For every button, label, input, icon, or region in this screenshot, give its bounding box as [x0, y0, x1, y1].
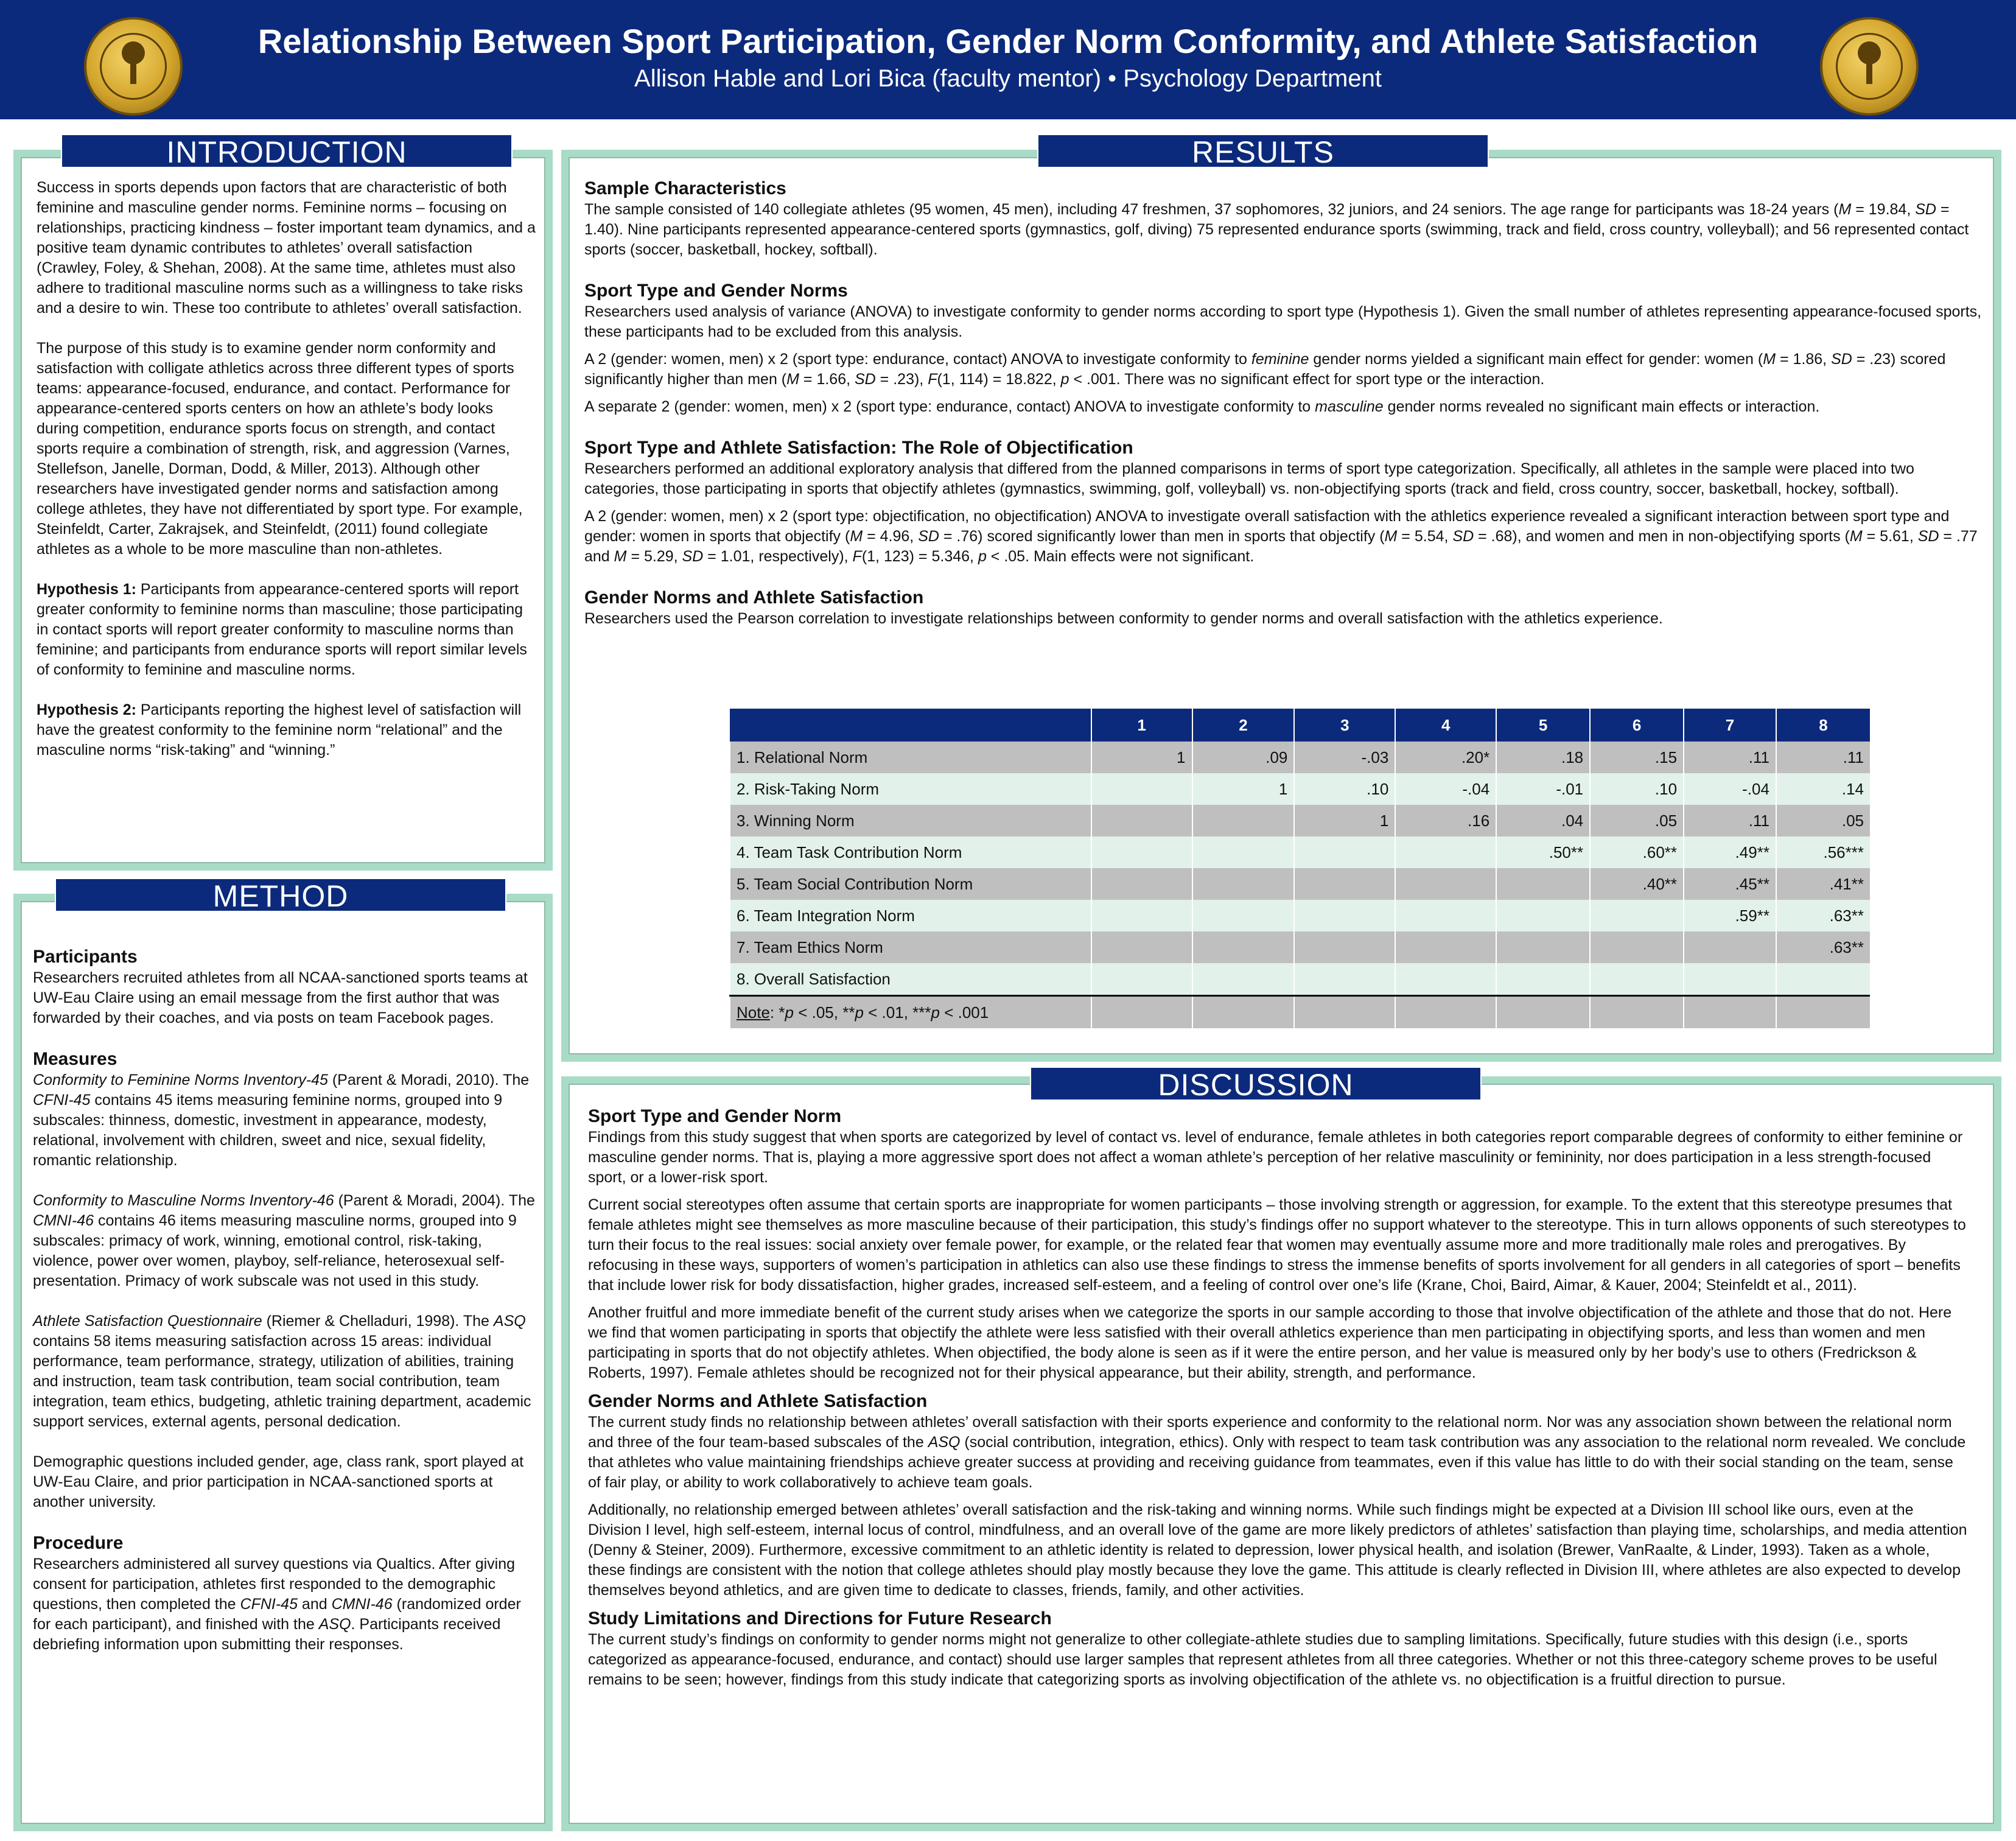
table-cell	[1192, 836, 1295, 868]
method-heading: METHOD	[55, 878, 506, 912]
results-heading: RESULTS	[1037, 134, 1489, 168]
participants-heading: Participants	[33, 947, 138, 967]
table-cell	[1496, 868, 1590, 900]
table-cell	[1590, 900, 1684, 931]
poster-header	[0, 0, 2016, 119]
row-label: 8. Overall Satisfaction	[730, 963, 1091, 996]
ob-i: = 1.01, respectively),	[703, 548, 853, 565]
ob-k: < .05. Main effects were not significant.	[986, 548, 1255, 565]
hypothesis-2	[37, 700, 536, 760]
ob-a: A 2 (gender: women, men) x 2 (sport type: objectification, no objectification) ANOVA to investigate overall satisfaction with the athletics experience revealed a significant interaction between sport type and gender: women in sports that objectify (	[584, 508, 1950, 545]
table-header-row	[730, 709, 1870, 742]
table-cell: .59**	[1684, 900, 1776, 931]
cfni-text-a: (Parent & Moradi, 2010). The	[327, 1071, 530, 1089]
column-header: 4	[1395, 709, 1496, 742]
table-cell: .14	[1776, 773, 1870, 805]
procedure-heading: Procedure	[33, 1533, 124, 1553]
st2-a: A 2 (gender: women, men) x 2 (sport type: endurance, contact) ANOVA to investigate conformity to	[584, 351, 1251, 368]
note-star-3: ***	[912, 1003, 931, 1022]
asq-name: Athlete Satisfaction Questionnaire	[33, 1313, 262, 1330]
table-cell: .18	[1496, 742, 1590, 773]
cmni-text-a: (Parent & Moradi, 2004). The	[334, 1192, 535, 1209]
table-cell: .10	[1590, 773, 1684, 805]
sport-type-paragraph-3	[584, 397, 1984, 417]
ob-m4: M	[614, 548, 627, 565]
table-cell: .40**	[1590, 868, 1684, 900]
procedure-paragraph	[33, 1554, 538, 1655]
note-p-2: p	[855, 1003, 864, 1022]
cmni-paragraph	[33, 1191, 538, 1291]
table-row	[730, 742, 1870, 773]
table-cell	[1776, 963, 1870, 996]
header-blank	[730, 709, 1091, 742]
st3-a: A separate 2 (gender: women, men) x 2 (sport type: endurance, contact) ANOVA to investigate conformity to	[584, 398, 1315, 415]
st2-sd1: SD	[1831, 351, 1852, 368]
ob-sd1: SD	[918, 528, 939, 545]
ob-b: = 4.96,	[863, 528, 919, 545]
sport-type-heading: Sport Type and Gender Norms	[584, 281, 848, 301]
table-cell	[1192, 805, 1295, 836]
table-cell	[1294, 836, 1395, 868]
discussion-s1-paragraph-2: Current social stereotypes often assume that certain sports are inappropriate for women participants – those involving strength or aggression, for example. To the extent that this stereotype presumes that female athletes might see themselves as more masculine because of their participation, this study’s findings offer no support whatever to the stereotype. This in turn allows opponents of such stereotypes to turn their focus to the real issues: social anxiety over female power, for example, or the related fear that women may eventually assume more and more traditionally male roles and prerogatives. By refocusing in these ways, supporters of women’s participation in athletics can also use these findings to stress the immense benefits of sports involvement for all genders in all categories of sport – benefits that include lower risk for body dissatisfaction, higher grades, increased self-esteem, and a feeling of control over one’s life (Krane, Choi, Baird, Aimar, & Kauer, 2004; Steinfeldt et al., 2011).	[588, 1196, 1966, 1294]
sample-text-b: = 19.84,	[1851, 201, 1916, 218]
table-cell: .11	[1684, 742, 1776, 773]
st2-m1: M	[1763, 351, 1776, 368]
norms-satisfaction-heading: Gender Norms and Athlete Satisfaction	[584, 587, 924, 608]
hypothesis-2-label: Hypothesis 2:	[37, 701, 136, 718]
tree-icon	[1858, 41, 1881, 65]
discussion-heading: DISCUSSION	[1030, 1067, 1482, 1101]
table-cell	[1091, 963, 1192, 996]
proc-text-c: . Participants received debriefing information upon submitting their responses.	[33, 1616, 501, 1653]
note-p-1: p	[785, 1003, 794, 1022]
table-row	[730, 773, 1870, 805]
table-row	[730, 805, 1870, 836]
ob-g: = .77 and	[584, 528, 1978, 565]
asq-text-b: contains 58 items measuring satisfaction across 15 areas: individual performance, team performance, strategy, utilization of abilities, training and instruction, team task contribution, team social contribution, team integration, team ethics, budgeting, athletic training department, academic support services, external agents, personal dedication.	[33, 1333, 531, 1430]
row-label: 2. Risk-Taking Norm	[730, 773, 1091, 805]
st2-c: = 1.86,	[1776, 351, 1832, 368]
column-header: 1	[1091, 709, 1192, 742]
table-cell	[1684, 931, 1776, 963]
table-cell: .11	[1684, 805, 1776, 836]
row-label: 7. Team Ethics Norm	[730, 931, 1091, 963]
sample-paragraph	[584, 200, 1984, 260]
column-header: 7	[1684, 709, 1776, 742]
cmni-text-b: contains 46 items measuring masculine norms, grouped into 9 subscales: primacy of work, winning, emotional control, risk-taking, violence, power over women, playboy, self-reliance, heterosexual self-presentation. Primacy of work subscale was not used in this study.	[33, 1212, 517, 1289]
note-filler	[1395, 996, 1496, 1029]
tree-trunk-icon	[1866, 62, 1872, 84]
proc-cfni: CFNI-45	[240, 1596, 298, 1613]
st2-sd2: SD	[855, 371, 876, 388]
note-filler	[1496, 996, 1590, 1029]
st2-g: (1, 114) = 18.822,	[937, 371, 1061, 388]
note-label: Note	[737, 1003, 770, 1022]
measures-heading: Measures	[33, 1049, 117, 1069]
discussion-s1-heading: Sport Type and Gender Norm	[588, 1106, 842, 1126]
note-text-1: < .05,	[793, 1003, 843, 1022]
ob-sd2: SD	[1452, 528, 1474, 545]
column-header: 6	[1590, 709, 1684, 742]
intro-paragraph-1: Success in sports depends upon factors that are characteristic of both feminine and masculine gender norms. Feminine norms – focusing on relationships, practicing kindness – foster important team dynamics, and a positive team dynamic contributes to athletes’ overall satisfaction (Crawley, Foley, & Shehan, 2008). At the same time, athletes must also adhere to traditional masculine norms such as a willingness to take risks and a desire to win. These too contribute to athletes’ overall satisfaction.	[37, 179, 536, 317]
table-cell	[1192, 963, 1295, 996]
table-cell	[1091, 836, 1192, 868]
cmni-name: Conformity to Masculine Norms Inventory-46	[33, 1192, 334, 1209]
correlation-table	[729, 709, 1870, 1028]
st2-f: = .23),	[875, 371, 928, 388]
column-header: 3	[1294, 709, 1395, 742]
discussion-s1-paragraph-3: Another fruitful and more immediate benefit of the current study arises when we categorize the sports in our sample according to those that involve objectification of the athlete and those that do not. Here we find that women participating in sports that objectify the athlete were less satisfied with their overall athletics experience than men participating in objectifying sports, and less than women and men participating in sports that do not objectify athletes. When objectified, the body alone is seen as if it were the entire person, and her value is measured only by her body’s use to others (Fredrickson & Roberts, 1997). Female athletes should be recognized not for their physical appearance, but their ability, strength, and performance.	[588, 1304, 1952, 1381]
st2-e: = 1.66,	[799, 371, 855, 388]
ob-sd4: SD	[682, 548, 704, 565]
table-cell: .63**	[1776, 900, 1870, 931]
cfni-text-b: contains 45 items measuring feminine norms, grouped into 9 subscales: thinness, domestic, investment in appearance, modesty, relational, involvement with children, sweet and nice, sexual fidelity, romantic relationship.	[33, 1092, 503, 1169]
row-label: 5. Team Social Contribution Norm	[730, 868, 1091, 900]
ds2-a: The current study finds no relationship between athletes’ overall satisfaction with their sports experience and conformity to the relational norm. Nor was any association shown between the relational norm and three of the four team-based subscales of the	[588, 1414, 1952, 1451]
row-label: 3. Winning Norm	[730, 805, 1091, 836]
asq-abbr: ASQ	[493, 1313, 526, 1330]
table-cell: .45**	[1684, 868, 1776, 900]
hypothesis-2-text: Participants reporting the highest level of satisfaction will have the greatest conformity to the feminine norm “relational” and the masculine norms “risk-taking” and “winning.”	[37, 701, 522, 759]
table-cell: .20*	[1395, 742, 1496, 773]
hypothesis-1-text: Participants from appearance-centered sports will report greater conformity to feminine norms than masculine; those participating in contact sports will report greater conformity to masculine norms than feminine; and participants from endurance sports will report similar levels of conformity to feminine and masculine norms.	[37, 581, 527, 678]
row-label: 6. Team Integration Norm	[730, 900, 1091, 931]
sport-type-paragraph-2	[584, 349, 1984, 390]
table-cell: .50**	[1496, 836, 1590, 868]
table-cell	[1091, 931, 1192, 963]
asq-paragraph	[33, 1311, 538, 1432]
table-cell	[1590, 931, 1684, 963]
ob-p: p	[978, 548, 987, 565]
table-cell: .16	[1395, 805, 1496, 836]
table-cell	[1684, 963, 1776, 996]
cfni-name: Conformity to Feminine Norms Inventory-45	[33, 1071, 328, 1089]
ob-fstat: F	[852, 548, 862, 565]
table-cell	[1294, 963, 1395, 996]
ds2-asq: ASQ	[928, 1434, 961, 1451]
objectification-paragraph-1: Researchers performed an additional exploratory analysis that differed from the planned comparisons in terms of sport type categorization. Specifically, all athletes in the sample were placed into two categories, those participating in sports that objectify athletes (gymnastics, swimming, golf, volleyball) vs. non-objectifying sports (track and field, cross country, soccer, basketball, hockey, softball).	[584, 460, 1914, 497]
table-cell	[1496, 931, 1590, 963]
note-filler	[1192, 996, 1295, 1029]
results-text	[584, 178, 1984, 629]
ob-j: (1, 123) = 5.346,	[861, 548, 978, 565]
table-cell	[1395, 900, 1496, 931]
discussion-s2-paragraph-1	[588, 1412, 1970, 1493]
table-body	[730, 742, 1870, 1028]
hypothesis-1-label: Hypothesis 1:	[37, 581, 136, 598]
participants-paragraph: Researchers recruited athletes from all NCAA-sanctioned sports teams at UW-Eau Claire using an email message from the first author that was forwarded by their coaches, and via posts on team Facebook pages.	[33, 969, 528, 1026]
st2-b: gender norms yielded a significant main effect for gender: women (	[1309, 351, 1763, 368]
demographics-paragraph: Demographic questions included gender, age, class rank, sport played at UW-Eau Claire, and prior participation in NCAA-sanctioned sports at another university.	[33, 1453, 524, 1510]
table-cell: .04	[1496, 805, 1590, 836]
sample-m: M	[1838, 201, 1852, 218]
introduction-heading: INTRODUCTION	[61, 134, 513, 168]
table-row	[730, 963, 1870, 996]
note-colon: :	[769, 1003, 779, 1022]
ob-e: = .68), and women and men in non-objectifying sports (	[1474, 528, 1850, 545]
table-cell: .60**	[1590, 836, 1684, 868]
table-cell	[1496, 963, 1590, 996]
note-filler	[1294, 996, 1395, 1029]
sample-heading: Sample Characteristics	[584, 178, 786, 198]
table-cell: .41**	[1776, 868, 1870, 900]
sport-type-paragraph-1: Researchers used analysis of variance (ANOVA) to investigate conformity to gender norms according to sport type (Hypothesis 1). Given the small number of athletes representing appearance-focused sports, these participants had to be excluded from this analysis.	[584, 303, 1982, 340]
table-note-row	[730, 996, 1870, 1029]
table-cell	[1192, 931, 1295, 963]
ob-m1: M	[850, 528, 863, 545]
st3-masculine: masculine	[1315, 398, 1384, 415]
ob-c: = .76) scored significantly lower than men in sports that objectify (	[939, 528, 1385, 545]
table-cell	[1294, 900, 1395, 931]
table-cell: .10	[1294, 773, 1395, 805]
cfni-paragraph	[33, 1070, 538, 1171]
table-cell: -.04	[1395, 773, 1496, 805]
table-cell	[1091, 900, 1192, 931]
table-cell: .09	[1192, 742, 1295, 773]
st2-feminine: feminine	[1251, 351, 1309, 368]
table-cell	[1395, 868, 1496, 900]
table-cell	[1294, 868, 1395, 900]
st2-m2: M	[786, 371, 799, 388]
table-cell: -.01	[1496, 773, 1590, 805]
row-label: 4. Team Task Contribution Norm	[730, 836, 1091, 868]
table-cell	[1091, 868, 1192, 900]
discussion-s2-paragraph-2: Additionally, no relationship emerged between athletes’ overall satisfaction and the risk-taking and winning norms. While such findings might be expected at a Division III school like ours, even at the Division I level, high self-esteem, internal locus of control, mindfulness, and an overall love of the game are more likely predictors of athletes’ satisfaction than playing time, scholarships, and media attention (Denny & Steiner, 2009). Furthermore, excessive commitment to an athletic identity is related to depression, lower physical health, and isolation (Brewer, VanRaalte, & Linder, 1993). Taken as a whole, these findings are consistent with the notion that college athletes should play mostly because they love the game. This attitude is clearly reflected in Division III, where athletes are also expected to develop themselves beyond athletics, and are given time to dedicate to classes, friends, family, and other activities.	[588, 1501, 1967, 1599]
proc-text-b: (randomized order for each participant), and finished with the	[33, 1596, 521, 1633]
table-cell: .49**	[1684, 836, 1776, 868]
objectification-paragraph-2	[584, 507, 1984, 567]
note-text-3: < .001	[939, 1003, 989, 1022]
proc-asq: ASQ	[318, 1616, 351, 1633]
university-seal-right	[1820, 17, 1919, 116]
column-header: 5	[1496, 709, 1590, 742]
table-cell	[1496, 900, 1590, 931]
table-cell	[1091, 805, 1192, 836]
table-cell	[1192, 900, 1295, 931]
discussion-s2-heading: Gender Norms and Athlete Satisfaction	[588, 1391, 928, 1411]
row-label: 1. Relational Norm	[730, 742, 1091, 773]
table-cell: .05	[1590, 805, 1684, 836]
discussion-s1-paragraph-1: Findings from this study suggest that when sports are categorized by level of contact vs. level of endurance, female athletes in both categories report comparable degrees of conformity to either feminine or masculine gender norms. That is, playing a more aggressive sport does not affect a woman athlete’s perception of her relative masculinity or femininity, nor does participation in a less strength-focused sport, or a lower-risk sport.	[588, 1129, 1963, 1186]
sample-text-c: = 1.40). Nine participants represented appearance-centered sports (gymnastics, golf, diving) 75 represented endurance sports (swimming, track and field, cross country, volleyball); and 56 represented contact sports (soccer, basketball, hockey, softball).	[584, 201, 1969, 258]
column-header: 8	[1776, 709, 1870, 742]
proc-cmni: CMNI-46	[331, 1596, 393, 1613]
ob-m2: M	[1384, 528, 1398, 545]
cfni-abbr: CFNI-45	[33, 1092, 91, 1109]
ob-d: = 5.54,	[1397, 528, 1453, 545]
table-cell	[1590, 963, 1684, 996]
st2-d: = .23) scored significantly higher than men (	[584, 351, 1946, 388]
norms-satisfaction-paragraph: Researchers used the Pearson correlation to investigate relationships between conformity to gender norms and overall satisfaction with the athletics experience.	[584, 610, 1663, 627]
sample-sd: SD	[1915, 201, 1936, 218]
note-star-1: *	[779, 1003, 785, 1022]
note-text-2: < .01,	[863, 1003, 913, 1022]
ob-m3: M	[1849, 528, 1863, 545]
ds2-b: (social contribution, integration, ethics). Only with respect to team task contribution was any association to the relational norm revealed. We conclude that athletes who value maintaining friendships achieve greater success at providing and receiving guidance from teammates, even if this value has little to do with their social standing on the team, sense of fair play, or ability to work collaboratively to achieve team goals.	[588, 1434, 1966, 1491]
note-star-2: **	[842, 1003, 855, 1022]
table-cell: .11	[1776, 742, 1870, 773]
introduction-text	[37, 178, 536, 760]
poster-title: Relationship Between Sport Participation, Gender Norm Conformity, and Athlete Satisfaction	[257, 22, 1759, 60]
discussion-text	[588, 1106, 1970, 1690]
table-row	[730, 931, 1870, 963]
st2-fstat: F	[928, 371, 937, 388]
table-cell	[1192, 868, 1295, 900]
table-cell	[1395, 836, 1496, 868]
note-filler	[1776, 996, 1870, 1029]
sample-text-a: The sample consisted of 140 collegiate athletes (95 women, 45 men), including 47 freshmen, 37 sophomores, 32 juniors, and 24 seniors. The age range for participants was 18-24 years (	[584, 201, 1839, 218]
note-filler	[1091, 996, 1192, 1029]
table-cell: .15	[1590, 742, 1684, 773]
table-cell: -.04	[1684, 773, 1776, 805]
note-filler	[1590, 996, 1684, 1029]
st2-p: p	[1060, 371, 1069, 388]
discussion-s3-paragraph: The current study’s findings on conformity to gender norms might not generalize to other collegiate-athlete studies due to sampling limitations. Specifically, future studies with this design (i.e., sports categorized as appearance-focused, endurance, and contact) should use larger samples that represent athletes from all three categories. Whether or not this three-category scheme proves to be useful remains to be seen; however, findings from this study indicate that categorizing sports as involving objectification of the athlete vs. no objectification is a fruitful direction to pursue.	[588, 1631, 1937, 1688]
st3-b: gender norms revealed no significant main effects or interaction.	[1383, 398, 1820, 415]
discussion-s3-heading: Study Limitations and Directions for Future Research	[588, 1608, 1052, 1629]
proc-and: and	[297, 1596, 332, 1613]
ob-sd3: SD	[1917, 528, 1939, 545]
table-row	[730, 836, 1870, 868]
ob-f: = 5.61,	[1862, 528, 1918, 545]
table-note	[730, 996, 1091, 1029]
table-cell	[1395, 963, 1496, 996]
objectification-heading: Sport Type and Athlete Satisfaction: The Role of Objectification	[584, 438, 1133, 458]
table-row	[730, 900, 1870, 931]
table-cell: 1	[1294, 805, 1395, 836]
table-cell	[1395, 931, 1496, 963]
table-cell	[1294, 931, 1395, 963]
st2-h: < .001. There was no significant effect for sport type or the interaction.	[1069, 371, 1545, 388]
asq-text-a: (Riemer & Chelladuri, 1998). The	[262, 1313, 494, 1330]
table-cell: -.03	[1294, 742, 1395, 773]
table-cell: .05	[1776, 805, 1870, 836]
method-text	[33, 946, 538, 1655]
note-filler	[1684, 996, 1776, 1029]
table-cell: 1	[1091, 742, 1192, 773]
poster-authors: Allison Hable and Lori Bica (faculty mentor) • Psychology Department	[634, 65, 1382, 92]
proc-text-a: Researchers administered all survey questions via Qualtics. After giving consent for participation, athletes first responded to the demographic questions, then completed the	[33, 1555, 516, 1613]
table-cell: .56***	[1776, 836, 1870, 868]
note-p-3: p	[931, 1003, 940, 1022]
hypothesis-1	[37, 580, 536, 680]
table-cell: 1	[1192, 773, 1295, 805]
column-header: 2	[1192, 709, 1295, 742]
cmni-abbr: CMNI-46	[33, 1212, 94, 1229]
ob-h: = 5.29,	[626, 548, 682, 565]
table-cell: .63**	[1776, 931, 1870, 963]
table-cell	[1091, 773, 1192, 805]
table-row	[730, 868, 1870, 900]
intro-paragraph-2: The purpose of this study is to examine gender norm conformity and satisfaction with colligate athletics across three different types of sports teams: appearance-focused, endurance, and contact. Performance for appearance-centered sports centers on how an athlete’s body looks during competition, endurance sports focus on strength, and contact sports require a combination of strength, risk, and aggression (Varnes, Stellefson, Janelle, Dorman, Dodd, & Miller, 2013). Although other researchers have investigated gender norms and satisfaction among college athletes, they have not differentiated by sport type. For example, Steinfeldt, Carter, Zakrajsek, and Steinfeldt, (2011) found collegiate athletes as a whole to be more masculine than non-athletes.	[37, 340, 523, 558]
